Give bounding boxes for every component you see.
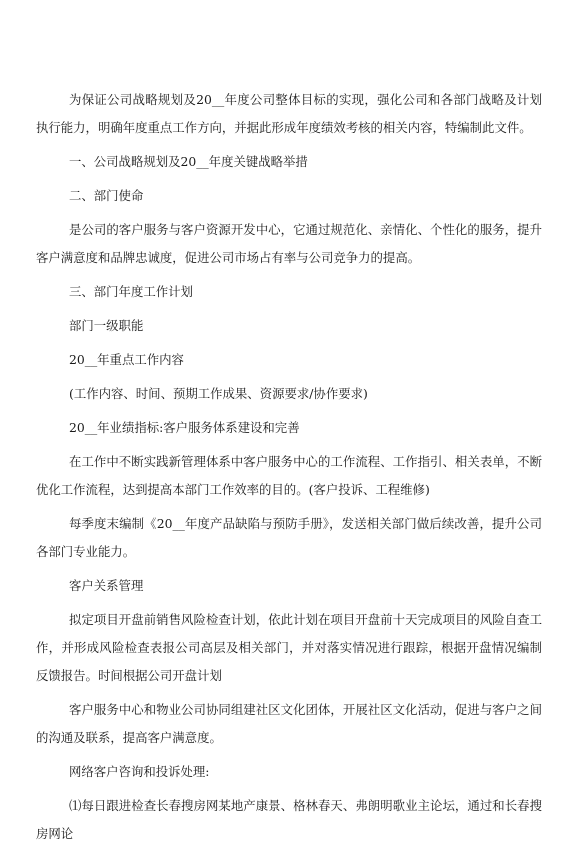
paragraph-process-optimization: 在工作中不断实践新管理体系中客户服务中心的工作流程、工作指引、相关表单，不断优化工作流程，达到提高本部门工作效率的目的。(客户投诉、工程维修) — [36, 454, 542, 497]
paragraph-mission: 是公司的客户服务与客户资源开发中心，它通过规范化、亲情化、个性化的服务，提升客户满意度和品牌忠诚度，促进公司市场占有率与公司竞争力的提高。 — [36, 222, 542, 265]
label-key-work: 20__年重点工作内容 — [69, 352, 184, 367]
paragraph-risk-check: 拟定项目开盘前销售风险检查计划，依此计划在项目开盘前十天完成项目的风险自查工作，并形成风险检查表报公司高层及相关部门，并对落实情况进行跟踪，根据开盘情况编制反馈报告。时间根据公司开盘计划 — [36, 612, 542, 683]
heading-online-complaints: 网络客户咨询和投诉处理: — [69, 764, 210, 779]
heading-annual-plan: 三、部门年度工作计划 — [69, 284, 193, 299]
paragraph-defect-manual: 每季度末编制《20__年度产品缺陷与预防手册》，发送相关部门做后续改善，提升公司各部门专业能力。 — [36, 516, 542, 559]
label-work-fields: (工作内容、时间、预期工作成果、资源要求/协作要求) — [69, 386, 368, 401]
paragraph-forum-followup: ⑴每日跟进检查长春搜房网某地产康景、格林春天、弗朗明歌业主论坛，通过和长春搜房网论 — [36, 798, 542, 841]
heading-mission: 二、部门使命 — [69, 188, 144, 203]
paragraph-intro: 为保证公司战略规划及20__年度公司整体目标的实现，强化公司和各部门战略及计划执行能力，明确年度重点工作方向，并据此形成年度绩效考核的相关内容，特编制此文件。 — [36, 92, 542, 135]
heading-customer-relations: 客户关系管理 — [69, 578, 144, 593]
heading-strategy: 一、公司战略规划及20__年度关键战略举措 — [69, 154, 308, 169]
label-primary-function: 部门一级职能 — [69, 318, 144, 333]
label-performance-indicator: 20__年业绩指标:客户服务体系建设和完善 — [69, 420, 300, 435]
paragraph-community-culture: 客户服务中心和物业公司协同组建社区文化团体，开展社区文化活动，促进与客户之间的沟通及联系，提高客户满意度。 — [36, 702, 542, 745]
